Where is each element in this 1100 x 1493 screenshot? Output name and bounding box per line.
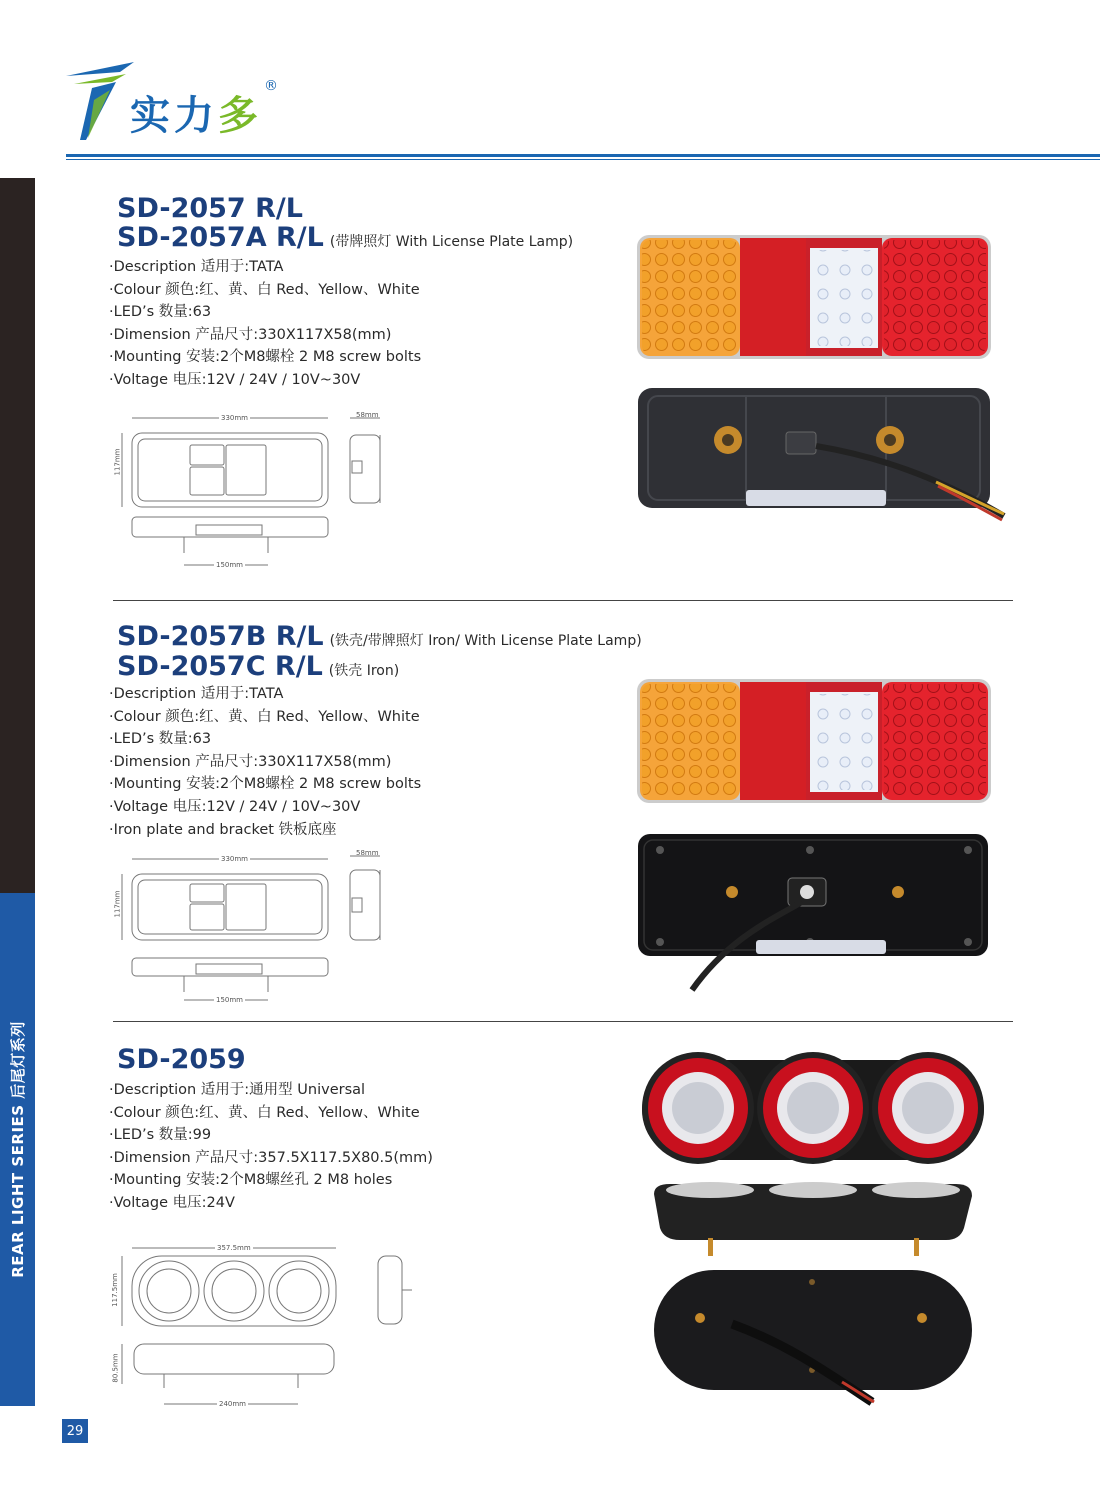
drawing-3-depth-label: 80.5mm (111, 1353, 120, 1383)
drawing-1-bolt-label: 150mm (216, 561, 243, 569)
model-name: SD-2059 (117, 1044, 246, 1075)
product-3-model-1 (117, 1044, 246, 1075)
model-name: SD-2057C R/L (117, 651, 323, 682)
page-number: 29 (62, 1419, 88, 1443)
logo-char-3: 多 (218, 93, 262, 139)
spec-line: ·Voltage 电压:24V (109, 1194, 235, 1211)
drawing-2-bolt-label: 150mm (216, 996, 243, 1004)
spec-line: ·Dimension 产品尺寸:357.5X117.5X80.5(mm) (109, 1149, 433, 1166)
product-3-technical-drawing (112, 1236, 432, 1416)
model-name: SD-2057A R/L (117, 222, 324, 253)
spec-line: ·Colour 颜色:红、黄、白 Red、Yellow、White (109, 281, 420, 298)
product-1-photo-back (636, 386, 1012, 526)
product-2-model-1 (117, 621, 642, 652)
product-2-photo-front (636, 678, 992, 804)
product-1-model-1 (117, 193, 303, 224)
section-divider-2 (113, 1021, 1013, 1022)
spec-line: ·Iron plate and bracket 铁板底座 (109, 821, 337, 838)
logo-char-1: 实 (130, 93, 174, 139)
logo-char-2: 力 (174, 93, 218, 139)
section-divider-1 (113, 600, 1013, 601)
spec-line: ·LED’s 数量:99 (109, 1127, 212, 1144)
product-3-specs (109, 1079, 433, 1215)
model-note: (铁壳/带牌照灯 Iron/ With License Plate Lamp) (329, 633, 642, 649)
drawing-3-bolt-label: 240mm (219, 1400, 246, 1408)
model-name: SD-2057B R/L (117, 621, 324, 652)
product-1-photo-front (636, 234, 992, 360)
spec-line: ·Dimension 产品尺寸:330X117X58(mm) (109, 326, 392, 343)
spec-line: ·Mounting 安装:2个M8螺栓 2 M8 screw bolts (109, 776, 422, 793)
drawing-2-depth-label: 58mm (356, 849, 379, 857)
spec-line: ·Voltage 电压:12V / 24V / 10V~30V (109, 371, 361, 388)
spec-line: ·Mounting 安装:2个M8螺丝孔 2 M8 holes (109, 1172, 393, 1189)
spec-line: ·Description 适用于:TATA (109, 259, 284, 275)
drawing-3-height-label: 117.5mm (110, 1273, 119, 1307)
registered-mark: ® (264, 78, 278, 94)
spec-line: ·Description 适用于:TATA (109, 686, 284, 702)
drawing-2-height-label: 117mm (113, 890, 122, 918)
spec-line: ·Mounting 安装:2个M8螺栓 2 M8 screw bolts (109, 349, 422, 366)
spec-line: ·LED’s 数量:63 (109, 731, 212, 748)
spec-line: ·Voltage 电压:12V / 24V / 10V~30V (109, 798, 361, 815)
spec-line: ·Colour 颜色:红、黄、白 Red、Yellow、White (109, 1104, 420, 1121)
drawing-2-width-label: 330mm (221, 855, 248, 863)
header-rule (66, 154, 1100, 157)
product-3-photo-front (638, 1050, 988, 1166)
side-label (0, 893, 35, 1406)
side-label-text: REAR LIGHT SERIES 后尾灯系列 (9, 1021, 27, 1278)
drawing-1-depth-label: 58mm (356, 411, 379, 419)
drawing-1-width-label: 330mm (221, 414, 248, 422)
header-rule-thin (66, 159, 1100, 160)
product-2-model-2 (117, 651, 399, 682)
product-3-photo-side (650, 1180, 976, 1260)
spec-line: ·LED’s 数量:63 (109, 304, 212, 321)
spec-line: ·Description 适用于:通用型 Universal (109, 1082, 366, 1098)
product-1-technical-drawing (112, 405, 402, 575)
product-2-photo-back (636, 832, 992, 994)
spec-line: ·Dimension 产品尺寸:330X117X58(mm) (109, 753, 392, 770)
spec-line: ·Colour 颜色:红、黄、白 Red、Yellow、White (109, 708, 420, 725)
drawing-3-width-label: 357.5mm (217, 1244, 251, 1252)
product-3-photo-back (652, 1266, 976, 1406)
product-1-specs (109, 256, 421, 392)
model-note: (铁壳 Iron) (328, 663, 400, 679)
side-bar-dark (0, 178, 35, 893)
product-1-model-2 (117, 222, 573, 253)
product-2-specs (109, 683, 421, 841)
model-note: (带牌照灯 With License Plate Lamp) (329, 234, 574, 250)
product-2-technical-drawing (112, 846, 402, 1012)
drawing-1-height-label: 117mm (113, 448, 122, 476)
brand-logo (64, 60, 294, 142)
model-name: SD-2057 R/L (117, 193, 303, 224)
